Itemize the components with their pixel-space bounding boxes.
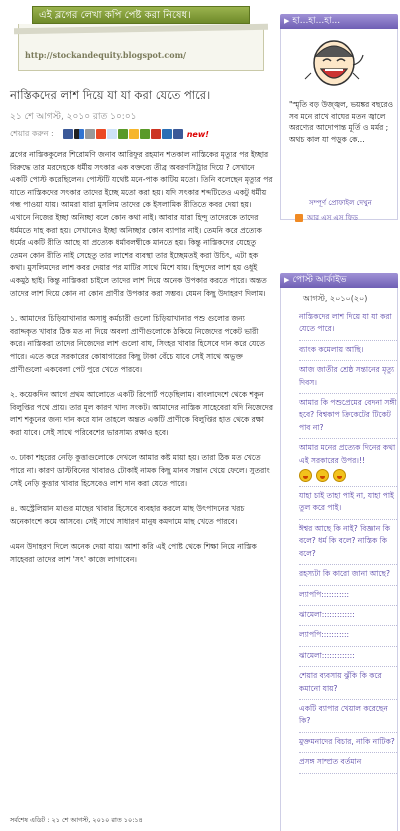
archive-widget-header — [280, 273, 398, 288]
archive-item-with-emoji[interactable] — [299, 439, 397, 487]
profile-quote: "স্মৃতি বড় উজ্জ্বল, ভয়ঙ্কর বছরেও সব মনে রাখে বাঘের মতন জ্বালে অরণ্যের আদোপান্ত মূর্তি ও মর্মর ; অথচ কাল যা পড়ুক কে... — [289, 100, 394, 144]
archive-item[interactable]: প্রসঙ্গ সাম্প্রত বর্তমান — [299, 753, 397, 773]
rss-feed-link[interactable] — [295, 212, 358, 224]
laughing-emoji-icon — [299, 469, 312, 482]
archive-item[interactable]: ব্যাংক কমেলায় আছি। — [299, 341, 397, 361]
technorati-icon[interactable] — [118, 129, 128, 139]
delicious-icon[interactable] — [74, 129, 84, 139]
blog-url[interactable]: http://stockandequity.blogspot.com/ — [25, 50, 186, 60]
archive-widget — [280, 273, 398, 831]
archive-item[interactable]: শেয়ার ব্যবসায় ঝুঁকি কি করে কমানো যায়? — [299, 667, 397, 700]
stumbleupon-icon[interactable] — [96, 129, 106, 139]
post-paragraph: এমন উদাহরণ দিলে অনেক দেয়া যায়। আশা করি এই পোষ্ট থেকে শিক্ষা নিয়ে নাস্তিক সাহেবরা তাদের লাশ 'সৎ' কাজে লাগাবেন। — [10, 542, 257, 565]
archive-item[interactable]: ঝামেলা::::::::::::: — [299, 647, 397, 667]
fb-share-icon[interactable] — [173, 129, 183, 139]
post-body — [10, 149, 274, 567]
profile-widget — [280, 29, 398, 220]
rss-label: আর এস এস ফিড — [307, 214, 358, 222]
archive-item[interactable]: রহস্যটা কি কারো জানা আছে? — [299, 565, 397, 585]
archive-item[interactable]: একটি ব্যাপার খেয়াল করেছেন কি? — [299, 700, 397, 733]
sidebar — [280, 14, 398, 831]
digg-icon[interactable] — [85, 129, 95, 139]
archive-month[interactable]: আগস্ট, ২০১০(২০) — [303, 294, 368, 303]
rss-icon — [295, 214, 303, 222]
post-paragraph: ২. কয়েকদিন আগে প্রথম আলোতে একটি রিপোর্ট পড়েছিলাম। বাংলাদেশে থেকে শকুন বিলুপ্তির পথে প্রায়। তার মূল কারণ খাদ্য সংকট। আমাদের নাস্তিক সাহেবেরা যদি নিজেদের লাশ শকুনের জন্য দান করে যান তাহলে অন্তত একটি প্রাণীকে বিলুপ্তির হাত থেকে রক্ষা করা যাবে। সেই সাথে পরিবেশের ভারসাম্য রক্ষাও হবে। — [10, 390, 273, 437]
copy-warning-banner: এই ব্লগের লেখা কপি পেষ্ট করা নিষেধ। — [32, 6, 250, 24]
post-date: ২১ শে আগস্ট, ২০১০ রাত ১০:০১ — [10, 112, 137, 122]
triangle-icon: ▶ — [284, 276, 290, 284]
share-label: শেয়ার করুন : — [10, 128, 54, 138]
emoji-row — [299, 469, 397, 482]
post-paragraph: ৩. ঢাকা শহরের নেড়ি কুত্তাগুলোকে দেখলে আমার কষ্ট মায়া হয়। তারা ঠিক মত খেতে পারে না। কারণ ডাস্টবিনের খাবারও টোকাই নামক কিছু মানব সন্তান খেয়ে ফেলে। সুতরাং সেই নেড়ি কুত্তার খাবার হিসেবেও লাশ দান করা যেতে পারে। — [10, 453, 270, 488]
reddit-icon[interactable] — [107, 129, 117, 139]
mail-icon[interactable] — [162, 129, 172, 139]
new-badge: new! — [186, 129, 209, 139]
tape-decoration — [14, 24, 268, 34]
archive-item[interactable]: ল্যাপপি::::::::::: — [299, 586, 397, 606]
yahoo-icon[interactable] — [129, 129, 139, 139]
laughing-emoji-icon — [333, 469, 346, 482]
archive-list — [299, 308, 397, 774]
profile-widget-header — [280, 14, 398, 29]
blog-header-card — [18, 24, 264, 71]
archive-item[interactable]: ঈশ্বর আছে কি নাই? বিজ্ঞান কি বলে? ধর্ম কি বলে? নাস্তিক কি বলে? — [299, 520, 397, 565]
share-row — [10, 128, 276, 140]
post-paragraph: ১. আমাদের চিড়িয়াখানার অসাধু কর্মচারী গুলো চিড়িয়াখানার পশু গুলোর জন্য বরাদ্দকৃত খাবার ঠিক মত না দিয়ে অবলা প্রাণীগুলোকে ঠকিয়ে নিজেদের পকেট ভারী করে। নাস্তিকরা তাদের নিজেদের লাশ গুলো বাঘ, সিংহর খাবার হিসেবে দান করে যেতে পারে। এতে করে সরকারের কোষাগারের কিছু টাকা বেঁচে যাবে সেই সাথে অভুক্ত প্রাণীগুলো একবেলা পেট পুরে খেতে পারবে। — [10, 314, 265, 374]
archive-box — [280, 288, 398, 831]
last-edit-note: সর্বশেষ এডিট : ২১ শে আগস্ট, ২০১০ রাত ১০:১৪ — [10, 816, 143, 824]
archive-title: পোস্ট আর্কাইভ — [292, 275, 347, 285]
archive-item-text: আমার মনের প্রত্যেক দিনের কথা এই সরকারের উপর।!! — [299, 443, 396, 465]
archive-item[interactable]: আমার কি পশুপ্রেমের বেদনা সঙ্গী হবে? বিশ্বকাপ ক্রিকেটের টিকেট পাব না? — [299, 394, 397, 439]
laughing-emoji-icon — [316, 469, 329, 482]
full-profile-link[interactable]: সম্পূর্ণ প্রোফাইল দেখুন — [309, 199, 372, 207]
google-icon[interactable] — [140, 129, 150, 139]
post-title[interactable]: নাস্তিকদের লাশ দিয়ে যা যা করা যেতে পারে। — [10, 88, 211, 102]
triangle-icon: ▶ — [284, 17, 290, 25]
profile-title: হা...হা...হা... — [292, 16, 341, 26]
post-paragraph: ব্লগের নাস্তিককুলের শিরোমণি জনাব আরিফুর রহমান শতকাল নাস্তিকের মৃত্যুর পর ইচ্ছার বিরুদ্ধে তার মরদেহকে ধর্মীয় সৎকার এক বক্তব্যে তীব্র অবরণসিট্রার দিয়ে ? সেখানে একটি পোস্ট করেছিলেন। পোস্টটি যথেষ্ট মনে-পাক কাটিয় মতো। তিনি বলেছেন মৃত্যুর পর যাতে নাস্তিকদের সৎকার তাদের ইচ্ছে মতো করা হয়। যদি সৎকার শব্দটিতেও একটু ধর্মীয় গন্ধ পাওয়া যায়। আমরা যারা মুসলিম তাদের কে ইসলামিক রীতিতে কবর দেয়া হয়। এখানে নিজের ইচ্ছা অনিচ্ছা বলে কোন কথা নাই। আবার যারা হিন্দু তাদেরকে তাদের ধর্মমতে দাহ করা হয়। সেখানেও ইচ্ছা অনিচ্ছার কোন ব্যাপার নাই। তেমনি করে প্রত্যেক ধর্মের একটি রীতি আছে যা প্রত্যেক ধর্মাবলম্বীকে মানতে হয়। কিন্তু নাস্তিকদের যেহেতু তেমন কোন রীতি নাই সেহেতু তার লাশের ব্যবস্থা তার ইচ্ছেমতই করা উচিৎ, এটা হক কথা। মুসলিমদের লাশ কবর দেয়ার পর মাটির সাথে মিশে যায়। হিন্দুদের লাশ হয় ওধুই একমুঠ ছাই। কিন্তু নাস্তিকরা চাইলে তাদের লাশ দিয়ে অনেক উপকার করতে পারে। অন্তত তাদের লাশ দিয়ে কোন না কোন প্রাণীর উপকার করা সম্ভব। যেমন কিছু উদাহরণ দিলাম। — [10, 150, 273, 298]
archive-item[interactable]: মুক্তমনাদের বিচার, নাকি নাটিক? — [299, 733, 397, 753]
archive-item[interactable]: যাহা চাই তাহা পাই না, যাহা পাই তুল করে পাই। — [299, 487, 397, 520]
archive-item[interactable]: ল্যাপপি::::::::::: — [299, 626, 397, 646]
bookmark-icon[interactable] — [151, 129, 161, 139]
facebook-icon[interactable] — [63, 129, 73, 139]
archive-item[interactable]: ঝামেলা::::::::::::: — [299, 606, 397, 626]
post-paragraph: ৪. অস্ট্রেলিয়ান মাগুর মাছের খাবার হিসেবে ব্যবহার করলে মাছ উৎপাদনের খরচ অনেকাংশে কমে আসবে। সেই সাথে সাধারণ মানুষ কমদামে মাছ খেতে পারবে। — [10, 504, 245, 526]
archive-item[interactable]: নাস্তিকদের লাশ দিয়ে যা যা করা যেতে পারে। — [299, 308, 397, 341]
archive-item[interactable]: আজ জাতীর শ্রেষ্ঠ সন্তানের মৃত্যু দিবস। — [299, 361, 397, 394]
main-column — [4, 0, 276, 831]
laughing-cartoon-avatar[interactable] — [301, 35, 367, 95]
